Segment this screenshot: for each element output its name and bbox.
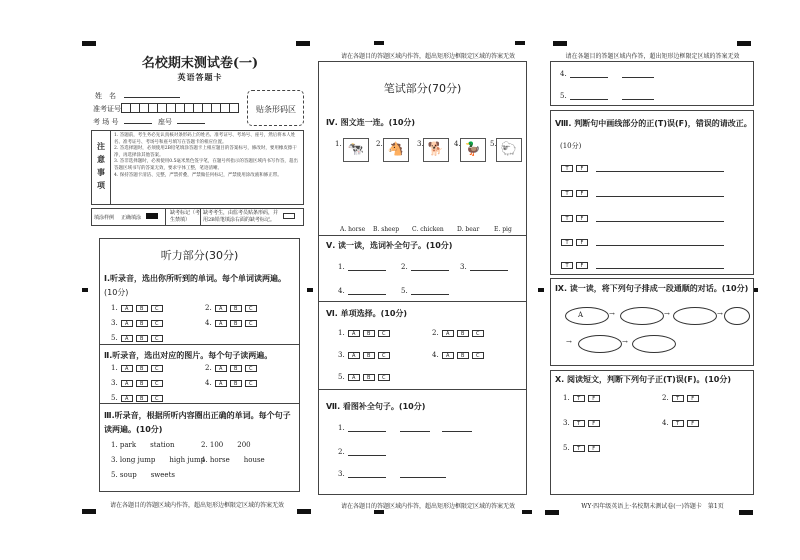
registration-mark bbox=[374, 510, 384, 514]
page-title: 名校期末测试卷(一) bbox=[141, 56, 259, 71]
registration-mark bbox=[739, 510, 753, 515]
s8-row: T F bbox=[558, 189, 724, 197]
s6-row: 3. A B C bbox=[338, 351, 390, 359]
registration-mark bbox=[374, 41, 384, 45]
s4-pic-num: 4. bbox=[454, 140, 461, 148]
notice-item: 4. 保持答题卡清洁、完整，严禁折叠，严禁做任何标记，严禁使用涂改液和修正带。 bbox=[114, 172, 282, 178]
q3-row: 5. soup sweets bbox=[111, 471, 175, 479]
option-box-b[interactable]: B bbox=[230, 320, 242, 327]
s8-score: (10分) bbox=[560, 142, 582, 150]
written-title: 笔试部分(70分) bbox=[383, 82, 462, 95]
s4-option: D. bear bbox=[457, 226, 480, 233]
registration-mark bbox=[538, 288, 544, 292]
option-box-c[interactable]: C bbox=[245, 365, 257, 372]
q1-title: Ⅰ.听录音，选出你所听到的单词。每个单词读两遍。 bbox=[104, 274, 287, 283]
seat-label: 座号 bbox=[158, 118, 172, 126]
answer-line[interactable] bbox=[348, 263, 386, 271]
option-box-c[interactable]: C bbox=[151, 320, 163, 327]
s9-title: Ⅸ. 读一读，将下列句子排成一段通顺的对话。(10分) bbox=[555, 284, 749, 293]
seat-field[interactable] bbox=[177, 116, 205, 124]
q2-row: 4. A B C bbox=[205, 379, 257, 387]
registration-mark bbox=[297, 509, 311, 514]
footer-note: 请在各题目的答题区域内作答，超出矩形边框限定区域的答案无效 bbox=[109, 502, 284, 509]
s10-row: 3. T F bbox=[563, 419, 600, 427]
arrow-icon: → bbox=[622, 338, 628, 346]
s7-item: 3. bbox=[338, 470, 446, 478]
option-box-a[interactable]: A bbox=[121, 365, 133, 372]
q3-row: 4. horse house bbox=[201, 456, 265, 464]
s10-row: 2. T F bbox=[662, 394, 699, 402]
option-box-c[interactable]: C bbox=[151, 395, 163, 402]
registration-mark bbox=[515, 41, 525, 45]
option-box-a[interactable]: A bbox=[121, 335, 133, 342]
horse-picture: 🐴 bbox=[383, 138, 409, 162]
notice-label: 注意事项 bbox=[97, 141, 105, 190]
option-box-b[interactable]: B bbox=[136, 305, 148, 312]
option-box-c[interactable]: C bbox=[245, 320, 257, 327]
s8-title: Ⅷ. 判断句中画线部分的正(T)误(F)，错误的请改正。 bbox=[555, 119, 752, 128]
absent-mark-label: 缺考标记（考生禁填） bbox=[170, 210, 201, 223]
notice-item: 3. 答非选择题时，必须使用0.5毫米黑色签字笔，在题号所指示的答题区域内书写作答，超出答题区域书写的答案无效，要求字体工整，笔迹清晰。 bbox=[114, 159, 298, 171]
s6-row: 5. A B C bbox=[338, 373, 390, 381]
q2-row: 1. A B C bbox=[111, 364, 163, 372]
registration-mark bbox=[545, 510, 559, 515]
filled-box-sample bbox=[146, 213, 158, 219]
q2-row: 2. A B C bbox=[205, 364, 257, 372]
registration-mark bbox=[296, 41, 310, 46]
s6-row: 2. A B C bbox=[432, 329, 484, 337]
q3-title: Ⅲ.听录音，根据所听内容圈出正确的单词。每个句子读两遍。(10分) bbox=[104, 411, 291, 434]
option-box-c[interactable]: C bbox=[151, 380, 163, 387]
sequence-oval[interactable] bbox=[620, 307, 664, 325]
option-box-b[interactable]: B bbox=[136, 395, 148, 402]
correct-fill-label: 正确填涂 bbox=[121, 215, 142, 221]
s4-pic-num: 2. bbox=[376, 140, 383, 148]
option-box-c[interactable]: C bbox=[151, 365, 163, 372]
registration-mark bbox=[522, 510, 532, 514]
barcode-label: 贴条形码区 bbox=[256, 105, 296, 114]
footer-note: 请在各题目的答题区域内作答，超出矩形边框限定区域的答案无效 bbox=[340, 503, 515, 510]
q3-row: 2. 100 200 bbox=[201, 441, 251, 449]
option-box-c[interactable]: C bbox=[151, 335, 163, 342]
q1-row: 3. A B C bbox=[111, 319, 163, 327]
arrow-icon: → bbox=[664, 310, 670, 318]
option-box-a[interactable]: A bbox=[215, 365, 227, 372]
option-box-b[interactable]: B bbox=[230, 365, 242, 372]
option-box-b[interactable]: B bbox=[230, 380, 242, 387]
sheep-picture: 🐑 bbox=[496, 138, 522, 162]
answer-line[interactable] bbox=[411, 287, 449, 295]
q2-row: 3. A B C bbox=[111, 379, 163, 387]
s4-option: C. chicken bbox=[412, 226, 444, 233]
duck-picture: 🦆 bbox=[460, 138, 486, 162]
sequence-oval[interactable] bbox=[724, 307, 750, 325]
registration-mark bbox=[307, 288, 313, 292]
s8-row: T F bbox=[558, 214, 724, 222]
q1-row: 4. A B C bbox=[205, 319, 257, 327]
option-box-b[interactable]: B bbox=[136, 380, 148, 387]
s5-item: 2. bbox=[401, 263, 449, 271]
notice-item: 2. 答选择题时，必须使用2B铅笔填涂答题卡上相应题目的答案标号，修改时，要用橡皮擦干净，再选择涂其他答案。 bbox=[114, 146, 297, 158]
fill-example-label: 填涂样例 bbox=[94, 215, 115, 221]
listening-title: 听力部分(30分) bbox=[160, 249, 239, 262]
s5-item: 1. bbox=[338, 263, 386, 271]
s6-row: 1. A B C bbox=[338, 329, 390, 337]
s10-row: 4. T F bbox=[662, 419, 699, 427]
option-box-c[interactable]: C bbox=[245, 305, 257, 312]
sequence-oval[interactable] bbox=[578, 335, 622, 353]
option-box-a[interactable]: A bbox=[215, 320, 227, 327]
s8-row: T F bbox=[558, 261, 724, 269]
cow-picture: 🐄 bbox=[343, 138, 369, 162]
s4-pic-num: 1. bbox=[335, 140, 342, 148]
room-label: 考 场 号 bbox=[93, 118, 119, 126]
s10-panel bbox=[550, 370, 754, 495]
s4-option: A. horse bbox=[340, 226, 366, 233]
sequence-oval[interactable] bbox=[673, 307, 717, 325]
s4-pic-num: 5. bbox=[490, 140, 497, 148]
q3-row: 1. park station bbox=[111, 441, 175, 449]
answer-line[interactable] bbox=[348, 287, 386, 295]
header-note: 请在各题目的答题区域内作答，超出矩形边框限定区域的答案无效 bbox=[565, 53, 740, 60]
sequence-oval[interactable] bbox=[565, 307, 609, 325]
registration-mark bbox=[82, 509, 96, 514]
option-box-b[interactable]: B bbox=[136, 365, 148, 372]
s10-title: Ⅹ. 阅读短文，判断下列句子正(T)误(F)。(10分) bbox=[555, 375, 731, 384]
s6-row: 4. A B C bbox=[432, 351, 484, 359]
arrow-icon: → bbox=[609, 310, 615, 318]
registration-mark bbox=[82, 288, 88, 292]
s4-option: B. sheep bbox=[373, 226, 400, 233]
room-field[interactable] bbox=[124, 116, 152, 124]
s7-item: 1. bbox=[338, 424, 472, 432]
registration-mark bbox=[82, 41, 96, 46]
option-box-a[interactable]: A bbox=[121, 395, 133, 402]
absent-mark-box[interactable] bbox=[283, 213, 295, 219]
q1-row: 5. A B C bbox=[111, 334, 163, 342]
arrow-icon: → bbox=[717, 310, 723, 318]
notice-text bbox=[114, 133, 302, 179]
name-label: 姓 名 bbox=[95, 92, 116, 100]
q3-row: 3. long jump high jump bbox=[111, 456, 206, 464]
s10-row: 5. T F bbox=[563, 444, 600, 452]
arrow-icon: → bbox=[566, 338, 572, 346]
option-box-b[interactable]: B bbox=[136, 320, 148, 327]
absent-note: 缺考考生，由监考员贴条形码，并用2B铅笔填涂右面的缺考标记。 bbox=[203, 210, 279, 223]
s5-title: Ⅴ. 读一读，选词补全句子。(10分) bbox=[326, 241, 453, 250]
q1-score: (10分) bbox=[104, 288, 129, 297]
s5-item: 3. bbox=[460, 263, 508, 271]
s8-row: T F bbox=[558, 164, 724, 172]
s6-title: Ⅵ. 单项选择。(10分) bbox=[326, 309, 408, 318]
q2-row: 5. A B C bbox=[111, 394, 163, 402]
exam-no-boxes[interactable] bbox=[121, 103, 239, 113]
option-box-b[interactable]: B bbox=[230, 305, 242, 312]
s8-row: T F bbox=[558, 238, 724, 246]
s4-option: E. pig bbox=[494, 226, 512, 233]
answer-line[interactable] bbox=[470, 263, 508, 271]
option-box-c[interactable]: C bbox=[245, 380, 257, 387]
s7-item: 2. bbox=[338, 448, 386, 456]
registration-mark bbox=[737, 41, 751, 46]
option-box-a[interactable]: A bbox=[121, 305, 133, 312]
option-box-b[interactable]: B bbox=[136, 335, 148, 342]
name-field[interactable] bbox=[124, 90, 180, 98]
s7-item: 5. bbox=[560, 92, 654, 100]
sequence-oval[interactable] bbox=[632, 335, 676, 353]
option-box-c[interactable]: C bbox=[151, 305, 163, 312]
s5-item: 4. bbox=[338, 287, 386, 295]
option-box-a[interactable]: A bbox=[121, 320, 133, 327]
s7-title: Ⅶ. 看图补全句子。(10分) bbox=[326, 402, 426, 411]
q2-title: Ⅱ.听录音，选出对应的图片。每个句子读两遍。 bbox=[104, 351, 273, 360]
q1-row: 1. A B C bbox=[111, 304, 163, 312]
answer-line[interactable] bbox=[411, 263, 449, 271]
dog-picture: 🐕 bbox=[423, 138, 449, 162]
s4-pic-num: 3. bbox=[417, 140, 424, 148]
s4-title: Ⅳ. 图文连一连。(10分) bbox=[326, 118, 416, 127]
page-subtitle: 英语答题卡 bbox=[177, 72, 223, 82]
option-box-a[interactable]: A bbox=[121, 380, 133, 387]
notice-item: 1. 答题前，考生务必先认真核对条形码上的姓名、准考证号、考场号、座号，然后将本人姓名、准考证号、考场号和座号填写在答题卡的相应位置。 bbox=[114, 133, 296, 145]
s7-item: 4. bbox=[560, 70, 654, 78]
registration-mark bbox=[553, 41, 567, 46]
s5-item: 5. bbox=[401, 287, 449, 295]
header-note: 请在各题目的答题区域内作答，超出矩形边框限定区域的答案无效 bbox=[340, 53, 515, 60]
sequence-start-label: A bbox=[578, 311, 584, 319]
q1-row: 2. A B C bbox=[205, 304, 257, 312]
exam-no-label: 准考证号 bbox=[93, 105, 121, 113]
page-footer: WY·四年级英语上·名校期末测试卷(一)答题卡 第1页 bbox=[581, 503, 724, 510]
option-box-a[interactable]: A bbox=[215, 305, 227, 312]
option-box-a[interactable]: A bbox=[215, 380, 227, 387]
s10-row: 1. T F bbox=[563, 394, 600, 402]
